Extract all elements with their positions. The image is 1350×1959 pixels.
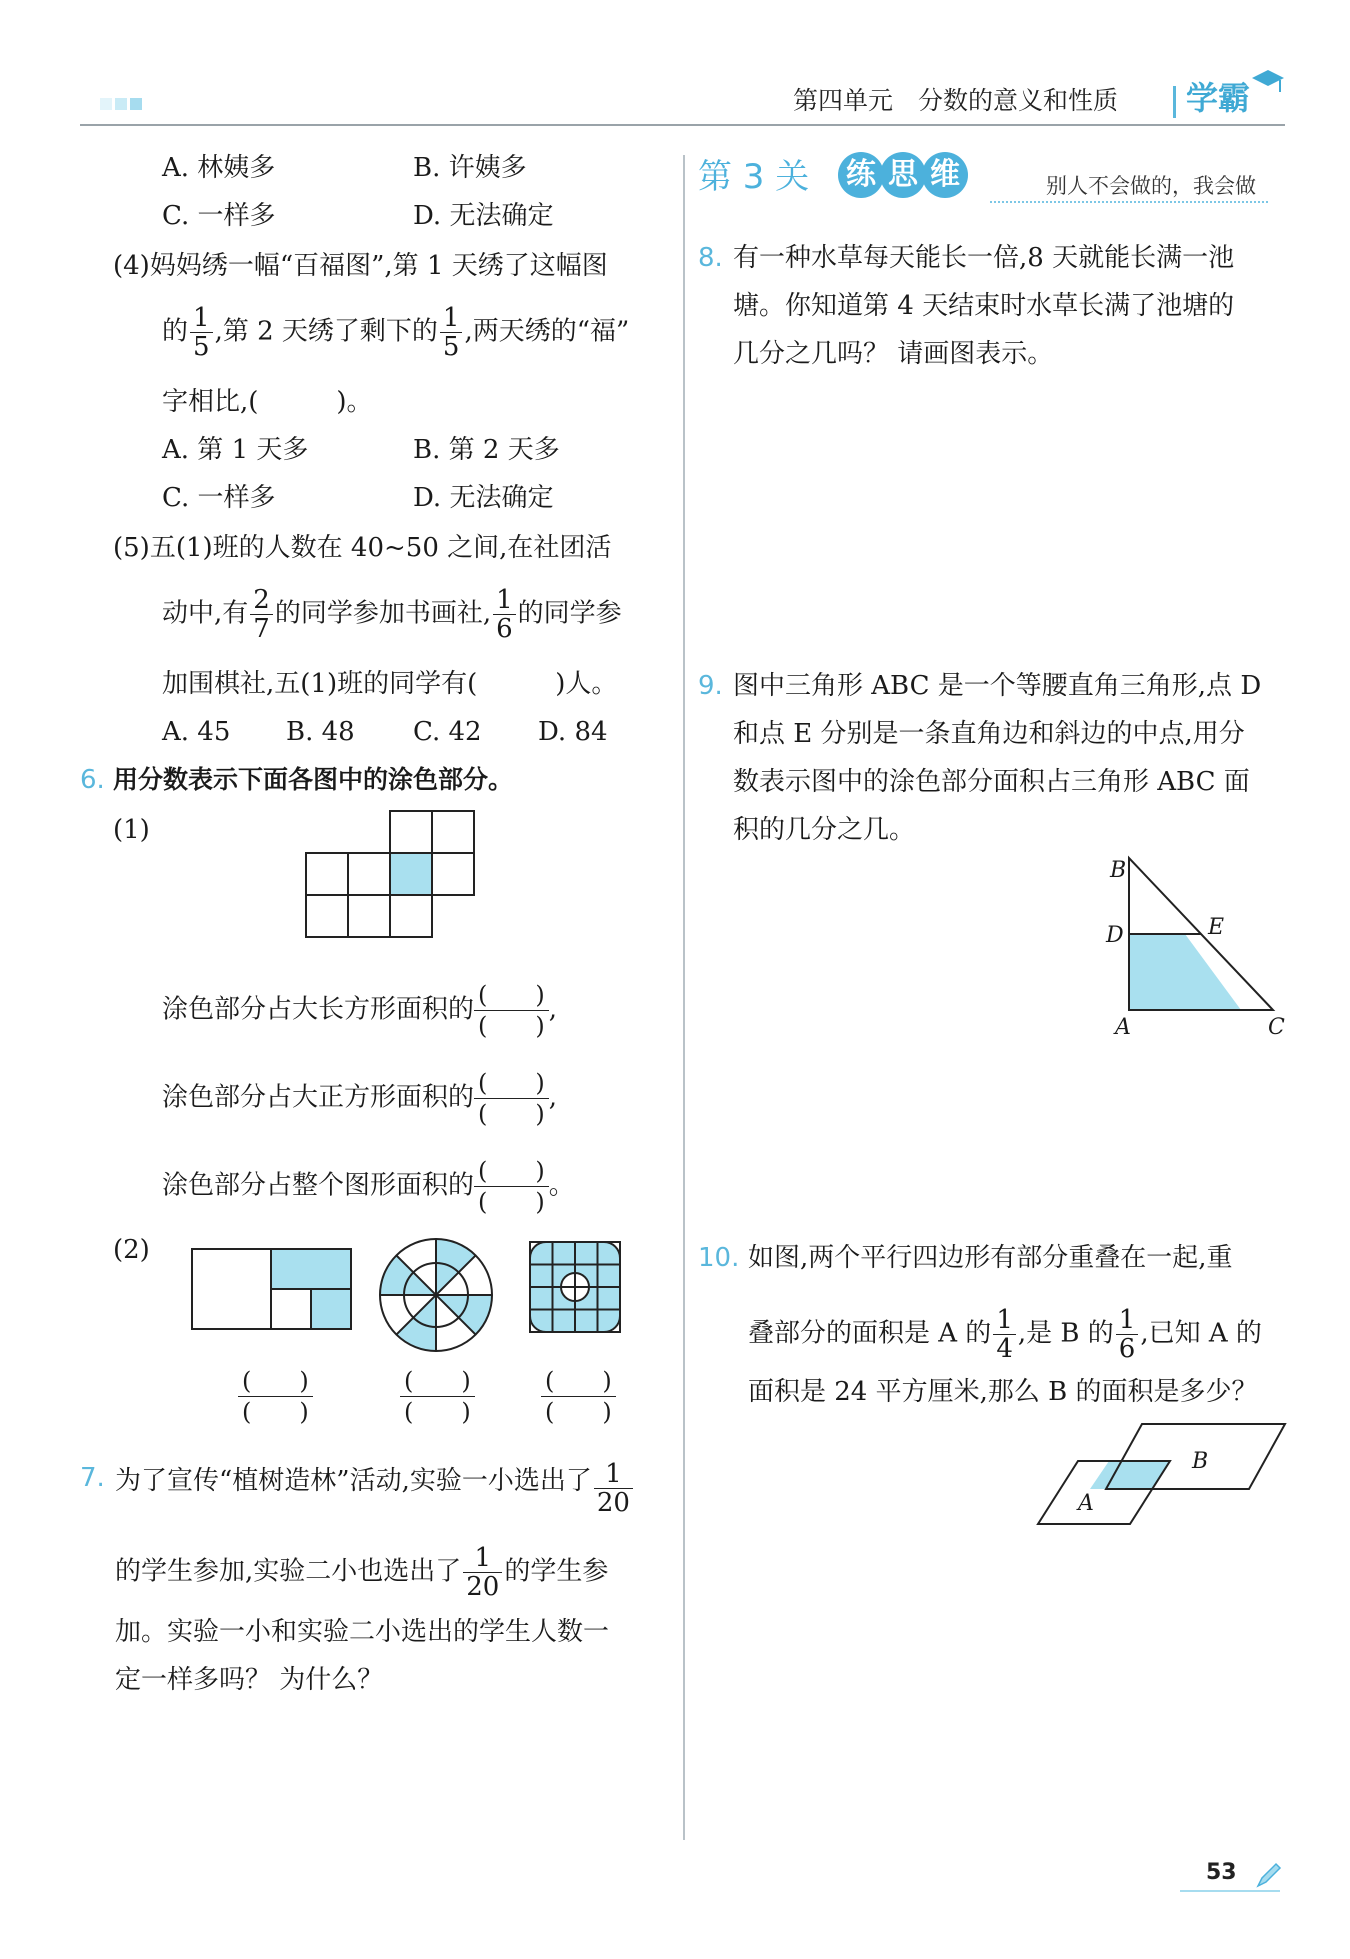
- q6-part1-label: (1): [113, 815, 150, 845]
- q6-answer-blank-1: ( ) ( ): [238, 1366, 313, 1427]
- q4-line3: 字相比,( )。: [162, 387, 373, 417]
- q6-rounded-square-figure: [528, 1240, 622, 1334]
- q10-parallelograms-figure: [1030, 1420, 1290, 1530]
- q9-label-c: C: [1268, 1015, 1285, 1040]
- q10-number: 10.: [698, 1243, 740, 1273]
- q10-label-a: A: [1078, 1491, 1094, 1516]
- q7-line2: 的学生参加,实验二小也选出了 $\frac{1}{20}$ 的学生参: [115, 1543, 609, 1602]
- header-decoration: [100, 95, 156, 109]
- q6-circle-figure: [378, 1237, 494, 1353]
- q6-fill-line1: 涂色部分占大长方形面积的 ( ) ( ) ,: [162, 981, 558, 1040]
- q5-line2: 动中,有 $\frac{2}{7}$ 的同学参加书画社, $\frac{1}{6}$ 的同学参: [162, 585, 622, 644]
- q10-line1: 如图,两个平行四边形有部分重叠在一起,重: [748, 1243, 1233, 1273]
- q9-label-d: D: [1106, 923, 1124, 948]
- q6-answer-blank-2: ( ) ( ): [400, 1366, 475, 1427]
- fraction-one-fifth: $\frac{1}{5}$: [440, 304, 463, 361]
- q5-option-c: C. 42: [413, 717, 482, 747]
- header-rule: [80, 124, 1285, 126]
- graduation-cap-icon: [1250, 66, 1286, 96]
- pencil-icon: [1254, 1860, 1284, 1890]
- q9-line1: 图中三角形 ABC 是一个等腰直角三角形,点 D: [733, 671, 1262, 701]
- brand-separator: [1173, 86, 1176, 118]
- q4-option-a: A. 第 1 天多: [162, 435, 309, 465]
- q5-line1: (5)五(1)班的人数在 40~50 之间,在社团活: [113, 533, 612, 563]
- q9-line4: 积的几分之几。: [733, 815, 916, 845]
- q6-number: 6.: [80, 765, 105, 795]
- unit-title: 第四单元 分数的意义和性质: [793, 86, 1119, 115]
- fraction-one-sixth: $\frac{1}{6}$: [493, 586, 516, 643]
- q6-fill-line3: 涂色部分占整个图形面积的 ( ) ( ) 。: [162, 1157, 575, 1216]
- q5-line3: 加围棋社,五(1)班的同学有( )人。: [162, 669, 618, 699]
- q7-number: 7.: [80, 1463, 105, 1493]
- fraction-one-fifth: $\frac{1}{5}$: [190, 304, 213, 361]
- answer-blank: ( ) ( ): [474, 1156, 549, 1217]
- q6-rectangle-figure: [190, 1245, 355, 1335]
- q8-line2: 塘。你知道第 4 天结束时水草长满了池塘的: [733, 291, 1235, 321]
- q7-line3: 加。实验一小和实验二小选出的学生人数一: [115, 1617, 610, 1647]
- q8-line3: 几分之几吗？ 请画图表示。: [733, 339, 1054, 369]
- q9-line2: 和点 E 分别是一条直角边和斜边的中点,用分: [733, 719, 1245, 749]
- fraction-one-sixth: $\frac{1}{6}$: [1116, 1306, 1139, 1363]
- answer-blank: ( ) ( ): [474, 980, 549, 1041]
- section-title: 第 3 关: [698, 157, 810, 197]
- footer-underline: [1180, 1890, 1280, 1892]
- q8-number: 8.: [698, 243, 723, 273]
- q9-line3: 数表示图中的涂色部分面积占三角形 ABC 面: [733, 767, 1250, 797]
- section-badge: 练 思 维: [838, 152, 968, 198]
- q10-line3: 面积是 24 平方厘米,那么 B 的面积是多少？: [748, 1377, 1258, 1407]
- q4-option-b: B. 第 2 天多: [413, 435, 560, 465]
- brand-logo: 学霸: [1186, 79, 1251, 117]
- page-number: 53: [1206, 1860, 1237, 1885]
- q6-fill-line2: 涂色部分占大正方形面积的 ( ) ( ) ,: [162, 1069, 558, 1128]
- q3-option-d: D. 无法确定: [413, 201, 554, 231]
- q3-option-c: C. 一样多: [162, 201, 276, 231]
- q8-line1: 有一种水草每天能长一倍,8 天就能长满一池: [733, 243, 1235, 273]
- q4-option-c: C. 一样多: [162, 483, 276, 513]
- q9-label-e: E: [1208, 915, 1225, 940]
- q3-option-b: B. 许姨多: [413, 153, 527, 183]
- section-underline: [990, 201, 1268, 203]
- q4-line1: (4)妈妈绣一幅“百福图”,第 1 天绣了这幅图: [113, 251, 608, 281]
- section-slogan: 别人不会做的，我会做: [1046, 174, 1256, 198]
- q4-line2: 的 $\frac{1}{5}$ ,第 2 天绣了剩下的 $\frac{1}{5}$ ,两天绣的“福”: [162, 303, 630, 362]
- q5-option-b: B. 48: [286, 717, 355, 747]
- q10-line2: 叠部分的面积是 A 的 $\frac{1}{4}$ ,是 B 的 $\frac{1}{6}$ ,已知 A 的: [748, 1305, 1262, 1364]
- answer-blank: ( ) ( ): [474, 1068, 549, 1129]
- fraction-one-fourth: $\frac{1}{4}$: [993, 1306, 1016, 1363]
- q9-number: 9.: [698, 671, 723, 701]
- q7-line4: 定一样多吗？ 为什么？: [115, 1665, 384, 1695]
- fraction-one-twentieth: $\frac{1}{20}$: [594, 1460, 633, 1517]
- q3-option-a: A. 林姨多: [162, 153, 276, 183]
- q9-label-a: A: [1115, 1015, 1131, 1040]
- q6-answer-blank-3: ( ) ( ): [541, 1366, 616, 1427]
- column-divider: [683, 155, 685, 1840]
- q5-option-a: A. 45: [162, 717, 231, 747]
- q6-part2-label: (2): [113, 1235, 150, 1265]
- q9-label-b: B: [1110, 858, 1127, 883]
- q7-line1: 为了宣传“植树造林”活动,实验一小选出了 $\frac{1}{20}$: [115, 1460, 635, 1517]
- q4-option-d: D. 无法确定: [413, 483, 554, 513]
- q6-grid-figure: [300, 810, 480, 950]
- fraction-two-sevenths: $\frac{2}{7}$: [250, 586, 273, 643]
- q6-title: 用分数表示下面各图中的涂色部分。: [113, 765, 514, 794]
- q5-option-d: D. 84: [538, 717, 608, 747]
- fraction-one-twentieth: $\frac{1}{20}$: [463, 1544, 502, 1601]
- q10-label-b: B: [1192, 1449, 1209, 1474]
